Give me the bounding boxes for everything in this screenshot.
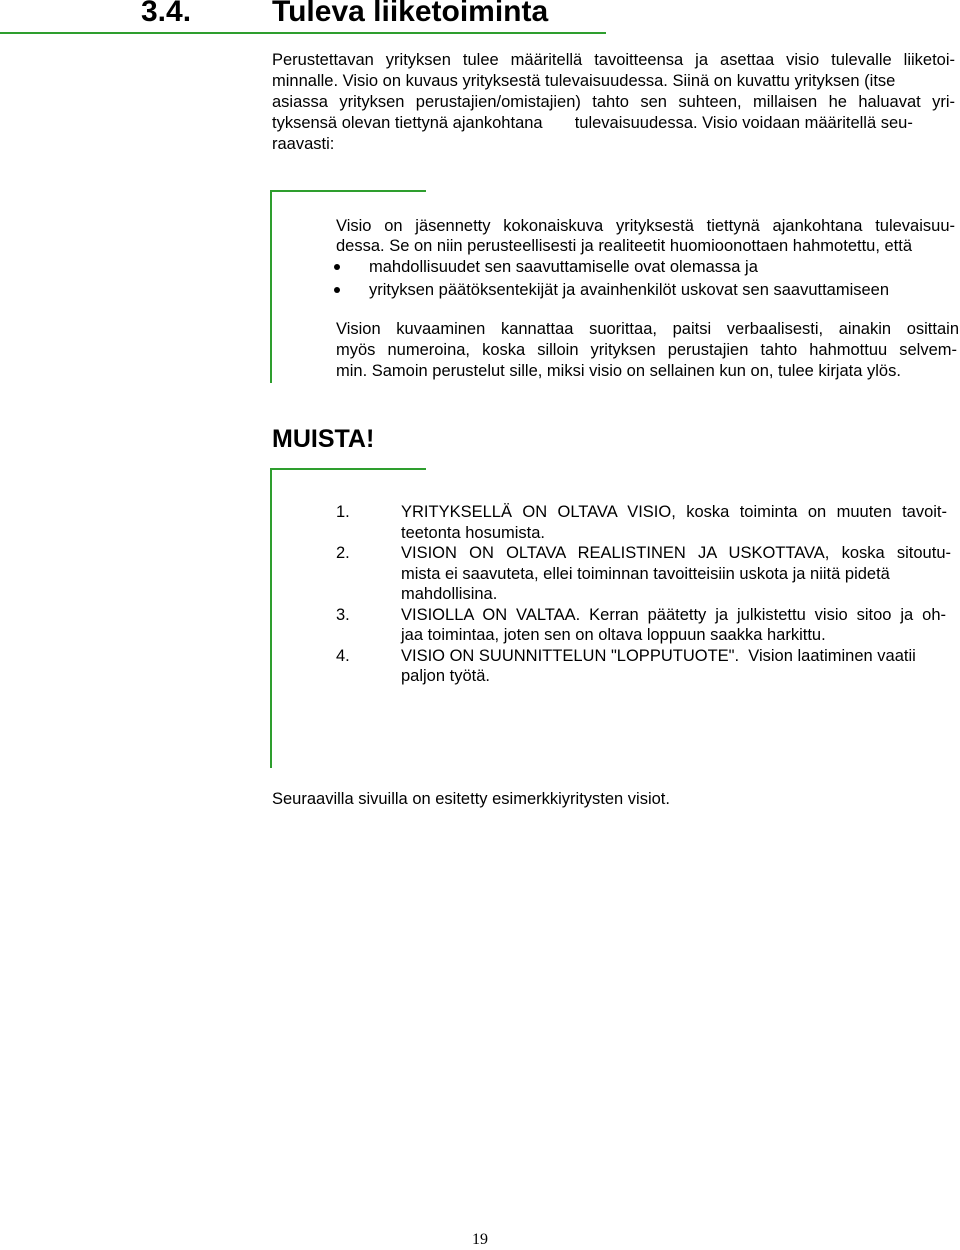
muista-box-left-rule bbox=[270, 468, 272, 768]
intro-line: minnalle. Visio on kuvaus yrityksestä tulevaisuudessa. Siinä on kuvattu yrityksen (itse bbox=[272, 72, 896, 90]
bullet-dot bbox=[334, 287, 340, 293]
list-item-line: paljon työtä. bbox=[401, 667, 490, 685]
vision-box-left-rule bbox=[270, 190, 272, 383]
bullet-dot bbox=[334, 264, 340, 270]
list-item-line: VISIOLLA ON VALTAA. Kerran päätetty ja julkistettu visio sitoo ja oh- bbox=[401, 606, 946, 624]
section-number: 3.4. bbox=[141, 0, 192, 28]
intro-line: asiassa yrityksen perustajien/omistajien) tahto sen suhteen, millaisen he haluavat yri- bbox=[272, 93, 955, 111]
list-item-line: teetonta hosumista. bbox=[401, 524, 546, 542]
list-item-number: 3. bbox=[336, 606, 350, 624]
vision-bullet: yrityksen päätöksentekijät ja avainhenkilöt uskovat sen saavuttamiseen bbox=[369, 281, 890, 299]
vision-note-line: min. Samoin perustelut sille, miksi visio on sellainen kun on, tulee kirjata ylös. bbox=[336, 362, 901, 380]
muista-title: MUISTA! bbox=[272, 425, 375, 453]
vision-box-top-rule bbox=[270, 190, 426, 192]
list-item-line: VISION ON OLTAVA REALISTINEN JA USKOTTAVA, koska sitoutu- bbox=[401, 544, 951, 562]
list-item-line: jaa toimintaa, joten sen on oltava loppuun saakka harkittu. bbox=[401, 626, 826, 644]
list-item-line: mahdollisina. bbox=[401, 585, 498, 603]
intro-line: raavasti: bbox=[272, 135, 335, 153]
vision-definition-line: Visio on jäsennetty kokonaiskuva yrityksestä tiettynä ajankohtana tulevaisuu- bbox=[336, 217, 955, 235]
vision-definition-line: dessa. Se on niin perusteellisesti ja realiteetit huomioonottaen hahmotettu, että bbox=[336, 237, 913, 255]
list-item-number: 4. bbox=[336, 647, 350, 665]
list-item-line: mista ei saavuteta, ellei toiminnan tavoitteisiin uskota ja niitä pidetä bbox=[401, 565, 890, 583]
section-title: Tuleva liiketoiminta bbox=[272, 0, 549, 28]
heading-rule bbox=[0, 32, 606, 34]
closing-text: Seuraavilla sivuilla on esitetty esimerkkiyritysten visiot. bbox=[272, 790, 670, 808]
vision-bullet: mahdollisuudet sen saavuttamiselle ovat olemassa ja bbox=[369, 258, 758, 276]
vision-note-line: Vision kuvaaminen kannattaa suorittaa, paitsi verbaalisesti, ainakin osittain bbox=[336, 320, 959, 338]
page-number: 19 bbox=[472, 1231, 488, 1248]
list-item-line: VISIO ON SUUNNITTELUN "LOPPUTUOTE". Vision laatiminen vaatii bbox=[401, 647, 916, 665]
list-item-line: YRITYKSELLÄ ON OLTAVA VISIO, koska toiminta on muuten tavoit- bbox=[401, 503, 947, 521]
muista-box-top-rule bbox=[270, 468, 426, 470]
list-item-number: 2. bbox=[336, 544, 350, 562]
intro-line: Perustettavan yrityksen tulee määritellä tavoitteensa ja asettaa visio tulevalle liiketoi- bbox=[272, 51, 955, 69]
intro-line: tyksensä olevan tiettynä ajankohtana tulevaisuudessa. Visio voidaan määritellä seu- bbox=[272, 114, 913, 132]
vision-note-line: myös numeroina, koska silloin yrityksen perustajien tahto hahmottuu selvem- bbox=[336, 341, 957, 359]
list-item-number: 1. bbox=[336, 503, 350, 521]
